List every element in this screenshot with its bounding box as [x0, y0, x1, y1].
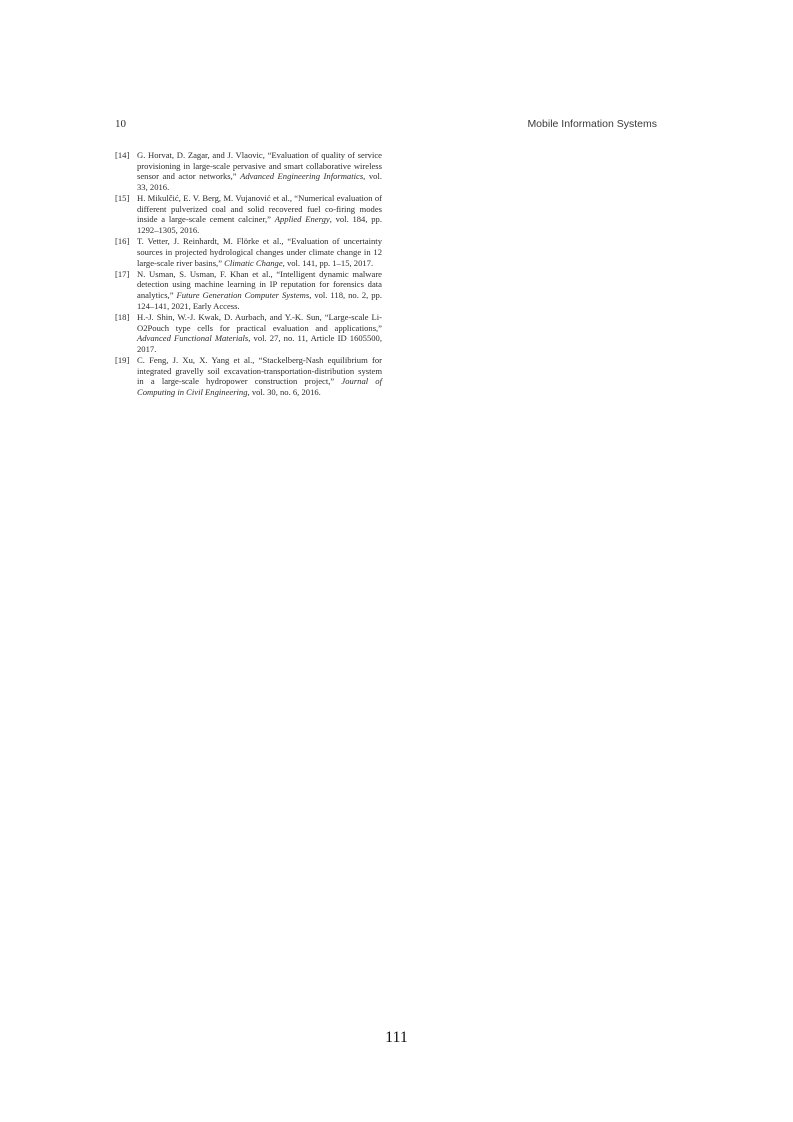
- reference-number: [19]: [115, 354, 130, 365]
- reference-details: , vol. 27, no. 11, Article ID 1605500, 2017.: [137, 333, 382, 354]
- reference-venue: Climatic Change: [224, 257, 283, 268]
- reference-item: [115, 269, 382, 312]
- reference-item: [115, 150, 382, 193]
- reference-venue: Journal of Computing in Civil Engineering: [137, 376, 382, 397]
- reference-venue: Applied Energy: [274, 214, 330, 225]
- page-number: 10: [115, 118, 126, 130]
- reference-number: [14]: [115, 150, 130, 160]
- reference-text: H. Mikulčić, E. V. Berg, M. Vujanović et al., “Numerical evaluation of different pulverized coal and solid recovered fuel co-firing modes inside a large-scale cement calciner,”: [137, 193, 382, 225]
- reference-venue: Advanced Engineering Informatics: [240, 171, 364, 182]
- reference-item: [115, 355, 382, 398]
- reference-text: N. Usman, S. Usman, F. Khan et al., “Intelligent dynamic malware detection using machine learning in IP reputation for forensics data analytics,”: [137, 268, 382, 301]
- reference-item: [115, 312, 382, 355]
- reference-text: C. Feng, J. Xu, X. Yang et al., “Stackelberg-Nash equilibrium for integrated gravelly soil excavation-transportation-distribution system in a large-scale hydropower construction project,”: [137, 354, 382, 387]
- reference-number: [16]: [115, 236, 130, 247]
- reference-details: , vol. 30, no. 6, 2016.: [247, 386, 321, 397]
- footer-page-number: 111: [385, 1029, 408, 1046]
- reference-item: [115, 193, 382, 236]
- reference-details: , vol. 184, pp. 1292–1305, 2016.: [137, 214, 382, 236]
- reference-item: [115, 236, 382, 268]
- reference-text: H.-J. Shin, W.-J. Kwak, D. Aurbach, and Y.-K. Sun, “Large-scale Li-O2Pouch type cells for practical evaluation and applications,”: [137, 311, 382, 333]
- references-list: [115, 150, 382, 398]
- reference-number: [18]: [115, 311, 130, 322]
- reference-number: [17]: [115, 268, 130, 279]
- reference-text: T. Vetter, J. Reinhardt, M. Flörke et al., “Evaluation of uncertainty sources in projected hydrological changes under climate change in 12 large-scale river basins,”: [137, 236, 382, 268]
- reference-details: , vol. 33, 2016.: [137, 171, 382, 192]
- reference-venue: Advanced Functional Materials: [137, 333, 249, 344]
- reference-text: G. Horvat, D. Zagar, and J. Vlaovic, “Evaluation of quality of service provisioning in large-scale pervasive and smart collaborative wireless sensor and actor networks,”: [137, 150, 382, 182]
- reference-number: [15]: [115, 193, 130, 204]
- reference-details: , vol. 141, pp. 1–15, 2017.: [282, 257, 374, 268]
- journal-name: Mobile Information Systems: [527, 118, 657, 130]
- reference-details: , vol. 118, no. 2, pp. 124–141, 2021, Early Access.: [137, 290, 382, 311]
- reference-venue: Future Generation Computer Systems: [176, 290, 310, 301]
